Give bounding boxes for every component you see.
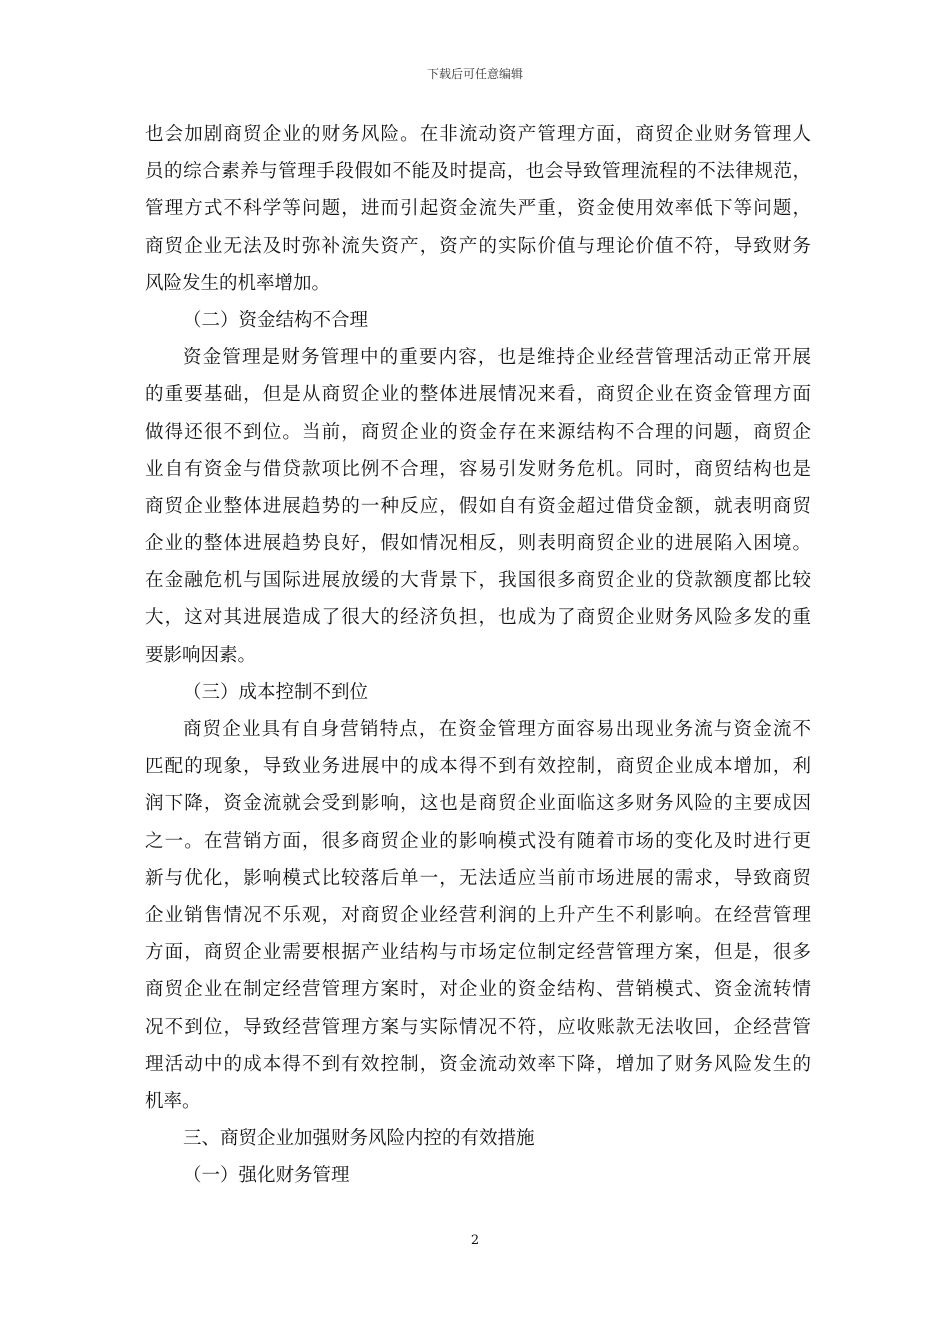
section-heading: （一）强化财务管理 [183,1165,350,1187]
text-line: 商贸企业具有自身营销特点，在资金管理方面容易出现业务流与资金流不 [183,719,811,740]
section-heading: （二）资金结构不合理 [183,309,369,331]
text-line: 商贸企业在制定经营管理方案时，对企业的资金结构、营销模式、资金流转情 [145,979,811,1001]
text-line: 也会加剧商贸企业的财务风险。在非流动资产管理方面，商贸企业财务管理人 [145,124,811,145]
text-line: 做得还很不到位。当前，商贸企业的资金存在来源结构不合理的问题，商贸企 [145,421,811,443]
text-line: 员的综合素养与管理手段假如不能及时提高，也会导致管理流程的不法律规范， [145,161,811,183]
text-line: 在金融危机与国际进展放缓的大背景下，我国很多商贸企业的贷款额度都比较 [145,570,811,592]
section-heading: 三、商贸企业加强财务风险内控的有效措施 [183,1128,535,1150]
text-line: 风险发生的机率增加。 [145,272,331,294]
text-line: 要影响因素。 [145,644,257,666]
text-line: 管理方式不科学等问题，进而引起资金流失严重，资金使用效率低下等问题， [145,198,811,220]
document-body [145,116,811,1194]
text-line: 况不到位，导致经营管理方案与实际情况不符，应收账款无法收回，企经营管 [145,1016,811,1038]
text-line: 大，这对其进展造成了很大的经济负担，也成为了商贸企业财务风险多发的重 [145,607,811,629]
text-line: 新与优化，影响模式比较落后单一，无法适应当前市场进展的需求，导致商贸 [145,867,811,889]
text-line: 商贸企业无法及时弥补流失资产，资产的实际价值与理论价值不符，导致财务 [145,235,811,257]
text-line: 机率。 [145,1090,201,1112]
text-line: 的重要基础，但是从商贸企业的整体进展情况来看，商贸企业在资金管理方面 [145,384,811,406]
page-header: 下载后可任意编辑 [426,67,523,81]
text-line: 业自有资金与借贷款项比例不合理，容易引发财务危机。同时，商贸结构也是 [145,458,811,480]
text-line: 企业销售情况不乐观，对商贸企业经营利润的上升产生不利影响。在经营管理 [145,904,811,926]
page-number: 2 [470,1233,480,1248]
text-line: 资金管理是财务管理中的重要内容，也是维持企业经营管理活动正常开展 [183,347,811,369]
text-line: 润下降，资金流就会受到影响，这也是商贸企业面临这多财务风险的主要成因 [145,793,811,815]
text-line: 商贸企业整体进展趋势的一种反应，假如自有资金超过借贷金额，就表明商贸 [145,495,811,517]
text-line: 企业的整体进展趋势良好，假如情况相反，则表明商贸企业的进展陷入困境。 [145,533,811,555]
section-heading: （三）成本控制不到位 [183,681,369,703]
text-line: 方面，商贸企业需要根据产业结构与市场定位制定经营管理方案，但是，很多 [145,942,811,964]
text-line: 理活动中的成本得不到有效控制，资金流动效率下降，增加了财务风险发生的 [145,1053,811,1075]
text-line: 匹配的现象，导致业务进展中的成本得不到有效控制，商贸企业成本增加，利 [145,756,811,778]
text-line: 之一。在营销方面，很多商贸企业的影响模式没有随着市场的变化及时进行更 [145,830,811,852]
